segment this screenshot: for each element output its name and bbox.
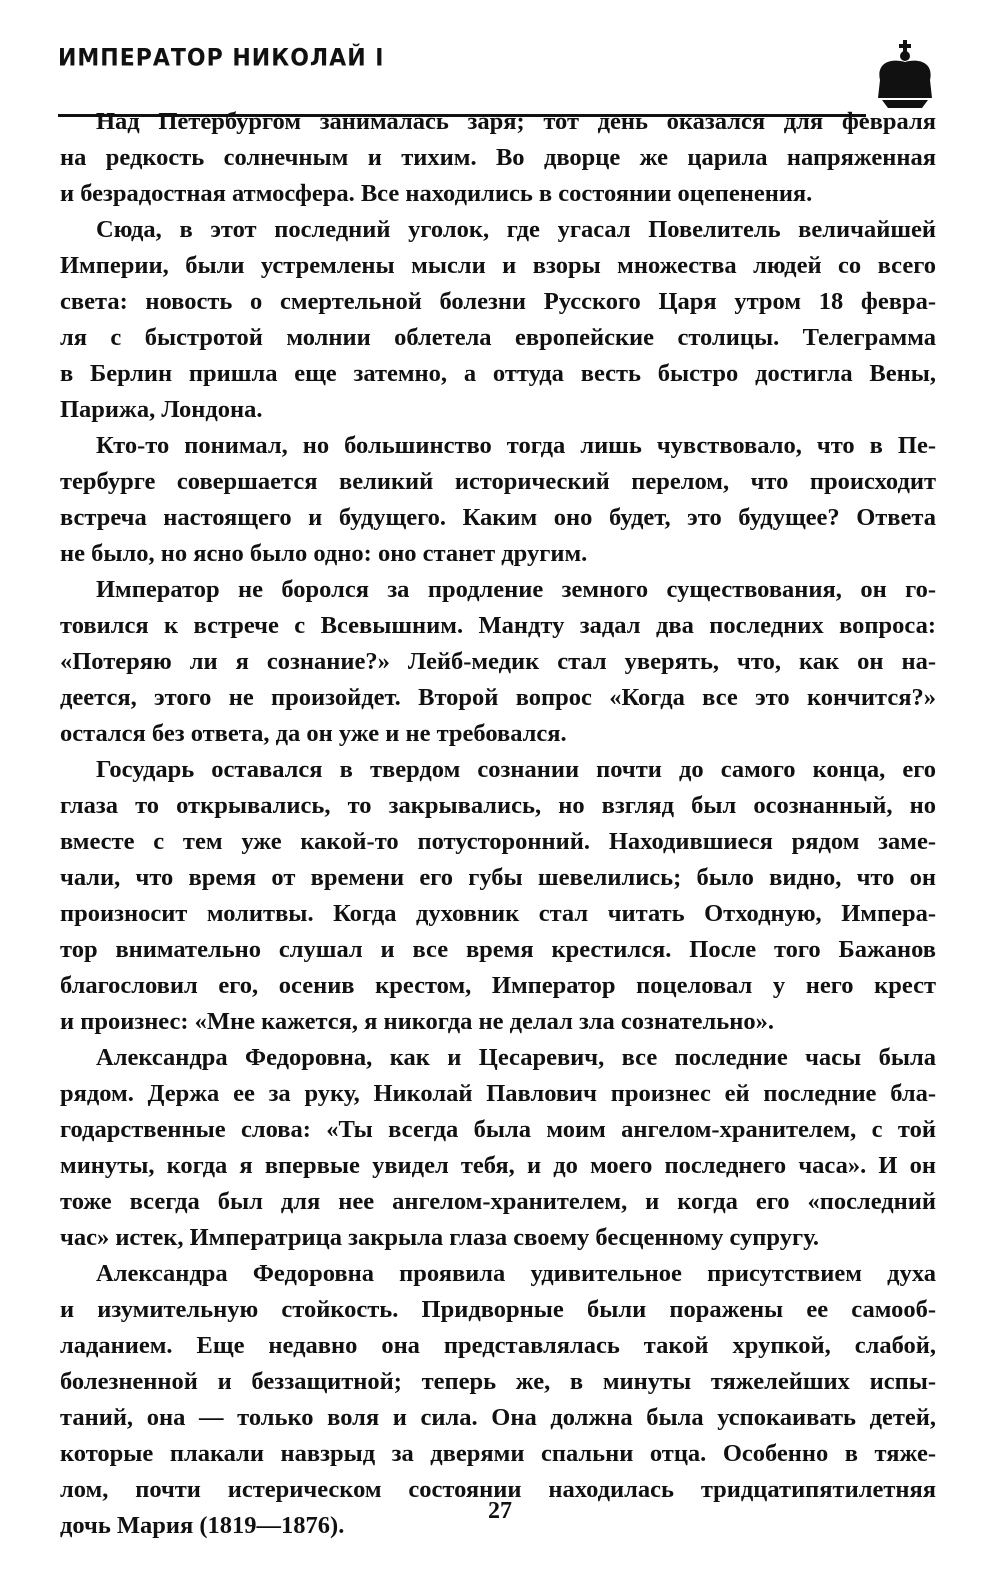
text-line: вместе с тем уже какой-то потусторонний. Находившиеся рядом заме- — [60, 828, 936, 855]
text-line: Император не боролся за продление земного существования, он го- — [96, 576, 936, 603]
paragraph — [60, 572, 936, 752]
page-body-text — [60, 104, 936, 1544]
page-number: 27 — [488, 1498, 512, 1524]
text-line: годарственные слова: «Ты всегда была моим ангелом-хранителем, с той — [60, 1116, 936, 1143]
text-line: Александра Федоровна, как и Цесаревич, все последние часы была — [96, 1044, 936, 1071]
paragraph — [60, 752, 936, 1040]
text-line: чали, что время от времени его губы шевелились; было видно, что он — [60, 864, 936, 891]
text-line: тор внимательно слушал и все время крестился. После того Бажанов — [60, 936, 936, 963]
paragraph — [60, 212, 936, 428]
paragraph — [60, 428, 936, 572]
text-line: которые плакали навзрыд за дверями спальни отца. Особенно в тяже- — [60, 1440, 936, 1467]
text-line: на редкость солнечным и тихим. Во дворце же царила напряженная — [60, 144, 936, 171]
text-line: и безрадостная атмосфера. Все находились в состоянии оцепенения. — [60, 180, 813, 207]
text-line: час» истек, Императрица закрыла глаза своему бесценному супругу. — [60, 1224, 819, 1251]
text-line: Империи, были устремлены мысли и взоры множества людей со всего — [60, 252, 936, 279]
text-line: в Берлин пришла еще затемно, а оттуда весть быстро достигла Вены, — [60, 360, 936, 387]
text-line: ладанием. Еще недавно она представлялась такой хрупкой, слабой, — [60, 1332, 936, 1359]
text-line: дочь Мария (1819—1876). — [60, 1512, 345, 1539]
text-line: благословил его, осенив крестом, Император поцеловал у него крест — [60, 972, 936, 999]
text-line: Кто-то понимал, но большинство тогда лишь чувствовало, что в Пе- — [96, 432, 936, 459]
text-line: Государь оставался в твердом сознании почти до самого конца, его — [96, 756, 936, 783]
text-line: произносит молитвы. Когда духовник стал читать Отходную, Импера- — [60, 900, 936, 927]
text-line: таний, она — только воля и сила. Она должна была успокаивать детей, — [60, 1404, 936, 1431]
text-line: ля с быстротой молнии облетела европейские столицы. Телеграмма — [60, 324, 936, 351]
text-line: не было, но ясно было одно: оно станет другим. — [60, 540, 588, 567]
running-title: ИМПЕРАТОР НИКОЛАЙ I — [58, 44, 385, 73]
text-line: тоже всегда был для нее ангелом-хранителем, и когда его «последний — [60, 1188, 936, 1215]
text-line: и произнес: «Мне кажется, я никогда не делал зла сознательно». — [60, 1008, 774, 1035]
text-line: Парижа, Лондона. — [60, 396, 263, 423]
text-line: света: новость о смертельной болезни Русского Царя утром 18 февра- — [60, 288, 936, 315]
text-line: остался без ответа, да он уже и не требовался. — [60, 720, 567, 747]
text-line: встреча настоящего и будущего. Каким оно будет, это будущее? Ответа — [60, 504, 936, 531]
paragraph — [60, 1040, 936, 1256]
text-line: глаза то открывались, то закрывались, но взгляд был осознанный, но — [60, 792, 936, 819]
text-line: Сюда, в этот последний уголок, где угасал Повелитель величайшей — [96, 216, 936, 243]
text-line: лом, почти истерическом состоянии находилась тридцатипятилетняя — [60, 1476, 936, 1503]
text-line: товился к встрече с Всевышним. Мандту задал два последних вопроса: — [60, 612, 936, 639]
text-line: деется, этого не произойдет. Второй вопрос «Когда все это кончится?» — [60, 684, 936, 711]
text-line: «Потеряю ли я сознание?» Лейб-медик стал уверять, что, как он на- — [60, 648, 936, 675]
text-line: рядом. Держа ее за руку, Николай Павлович произнес ей последние бла- — [60, 1080, 936, 1107]
crown-icon — [872, 40, 938, 110]
text-line: Над Петербургом занималась заря; тот день оказался для февраля — [96, 108, 936, 135]
running-header — [58, 40, 938, 100]
text-line: и изумительную стойкость. Придворные были поражены ее самооб- — [60, 1296, 936, 1323]
text-line: Александра Федоровна проявила удивительное присутствием духа — [96, 1260, 936, 1287]
text-line: тербурге совершается великий исторический перелом, что происходит — [60, 468, 936, 495]
text-line: минуты, когда я впервые увидел тебя, и до моего последнего часа». И он — [60, 1152, 936, 1179]
text-line: болезненной и беззащитной; теперь же, в минуты тяжелейших испы- — [60, 1368, 936, 1395]
paragraph — [60, 104, 936, 212]
